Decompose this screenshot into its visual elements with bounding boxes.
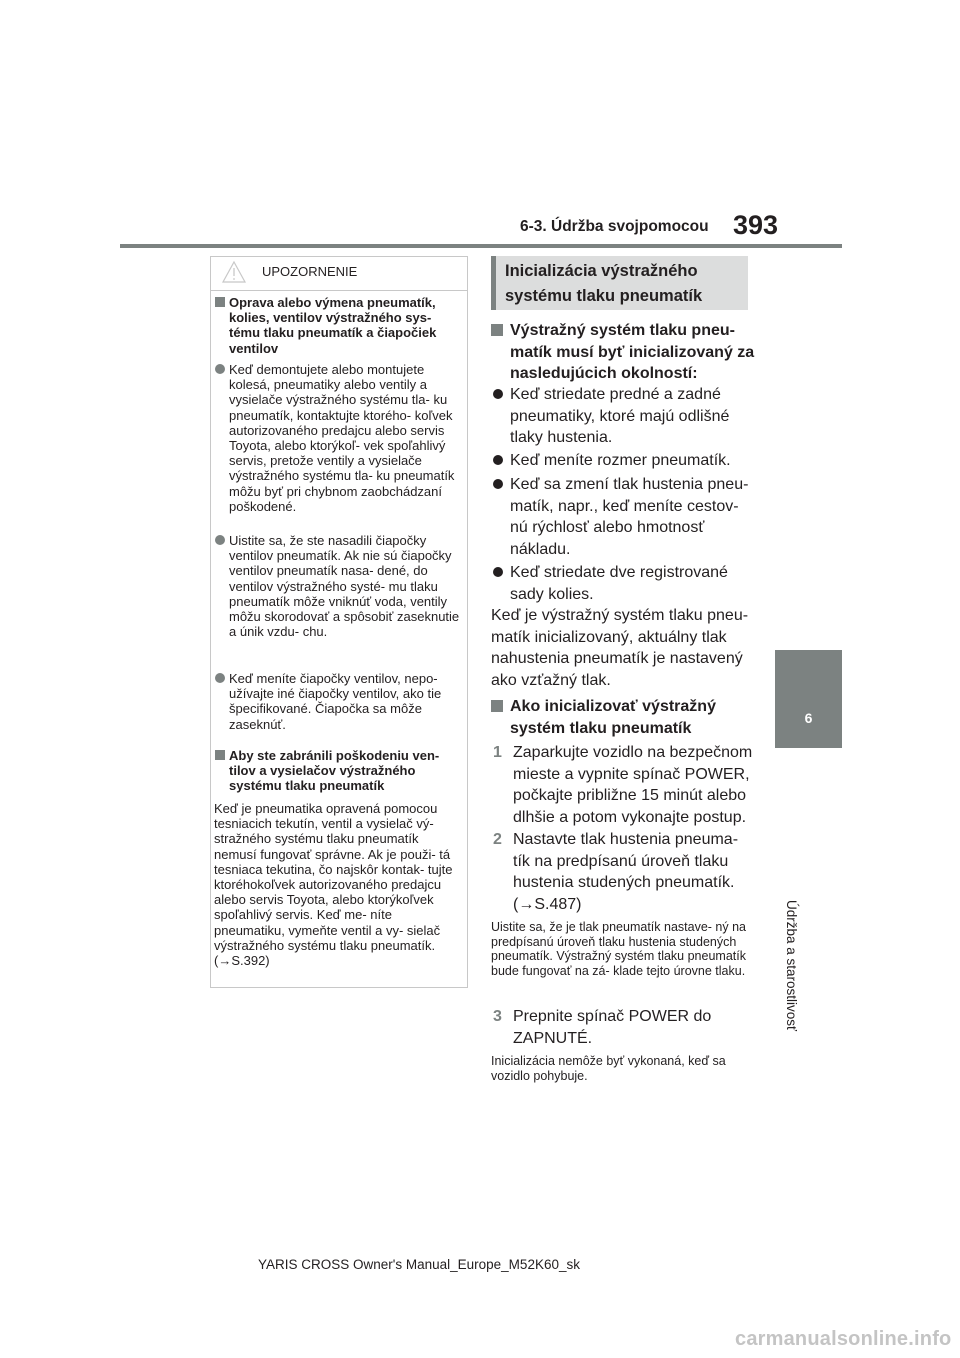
square-bullet-icon	[491, 324, 503, 336]
chapter-tab	[775, 650, 842, 748]
caution-heading-item: Oprava alebo výmena pneumatík, kolies, ventilov výstražného sys- tému tlaku pneumatík a čiapočiek ventilov	[214, 295, 464, 356]
step-item: 1 Zaparkujte vozidlo na bezpečnom mieste a vypnite spínač POWER, počkajte približne 15 minút alebo dlhšie a potom vykonajte postup.	[493, 744, 753, 826]
round-bullet-icon	[215, 673, 225, 683]
section-title: Inicializácia výstražného systému tlaku pneumatík	[505, 262, 703, 305]
watermark: carmanualsonline.info	[735, 1328, 952, 1350]
paragraph: Keď je výstražný systém tlaku pneu- matík inicializovaný, aktuálny tlak nahustenia pneumatík je nastavený ako vzťažný tlak.	[491, 607, 749, 689]
square-bullet-icon	[215, 750, 225, 760]
bullet-item: Keď sa zmení tlak hustenia pneu- matík, napr., keď meníte cestov- nú rýchlosť alebo hmotnosť nákladu.	[491, 474, 757, 560]
round-bullet-icon	[493, 567, 503, 577]
page-number: 393	[733, 210, 779, 240]
step-number: 1	[493, 744, 502, 761]
round-bullet-icon	[493, 455, 503, 465]
round-bullet-icon	[493, 389, 503, 399]
note-text: Inicializácia nemôže byť vykonaná, keď sa vozidlo pohybuje.	[491, 1054, 726, 1083]
round-bullet-icon	[215, 535, 225, 545]
square-bullet-icon	[491, 700, 503, 712]
bullet-item: Keď striedate dve registrované sady kolies.	[491, 562, 757, 605]
round-bullet-icon	[215, 364, 225, 374]
step-item: 3 Prepnite spínač POWER do ZAPNUTÉ.	[493, 1008, 712, 1047]
caution-bullet-item: Keď demontujete alebo montujete kolesá, pneumatiky alebo ventily a vysielače výstražného systému tla- ku pneumatík, kontaktujte ktorého- koľvek autorizovaného predajcu alebo servis Toyota, alebo ktorýkoľ- vek spoľahlivý servis, pretože ventily a vysielače výstražného systému tla- ku pneumatík môžu byť pri chybnom zaobchádzaní poškodené.	[214, 362, 464, 514]
bullet-item: Keď striedate predné a zadné pneumatiky, ktoré majú odlišné tlaky hustenia.	[491, 384, 757, 449]
caution-paragraph: Keď je pneumatika opravená pomocou tesniacich tekutín, ventil a vysielač vý- stražného systému tlaku pneumatík nemusí fungovať správne. Ak je použi- tá tesniaca tekutina, čo najskôr kontak- tujte ktoréhokoľvek autorizovaného predajcu alebo servis Toyota, alebo ktorýkoľvek spoľahlivý servis. Keď me- níte pneumatiku, vymeňte ventil a vy- sielač výstražného systému tlaku pneumatík. (→S.392)	[214, 801, 453, 969]
caution-heading-item: Aby ste zabránili poškodeniu ven- tilov a vysielačov výstražného systému tlaku pneumatík	[214, 748, 464, 794]
step-item: 2 Nastavte tlak hustenia pneuma- tík na predpísanú úroveň tlaku hustenia studených pneumatík. (→S.487)	[493, 831, 739, 913]
square-bullet-icon	[215, 297, 225, 307]
section-heading-item: Ako inicializovať výstražný systém tlaku pneumatík	[491, 696, 757, 739]
step-number: 2	[493, 831, 502, 848]
footer-text: YARIS CROSS Owner's Manual_Europe_M52K60_sk	[258, 1257, 580, 1272]
caution-title: UPOZORNENIE	[262, 264, 358, 279]
chapter-number: 6	[804, 710, 813, 726]
section-heading-item: Výstražný systém tlaku pneu- matík musí byť inicializovaný za nasledujúcich okolností:	[491, 320, 757, 385]
caution-bullet-item: Uistite sa, že ste nasadili čiapočky ventilov pneumatík. Ak nie sú čiapočky ventilov pneumatík nasa- dené, do ventilov výstražného systé- mu tlaku pneumatík môže vniknúť voda, ventily môžu skorodovať a spôsobiť zaseknutie a únik vzdu- chu.	[214, 533, 464, 639]
round-bullet-icon	[493, 479, 503, 489]
header-rule	[120, 244, 842, 248]
bullet-item: Keď meníte rozmer pneumatík.	[491, 450, 757, 472]
note-text: Uistite sa, že je tlak pneumatík nastave- ný na predpísanú úroveň tlaku hustenia studených pneumatík. Výstražný systém tlaku pneumatík bude fungovať na zá- klade tejto úrovne tlaku.	[491, 920, 746, 978]
step-number: 3	[493, 1008, 502, 1025]
chapter-title: Údržba a starostlivosť	[784, 900, 799, 1032]
section-header: 6-3. Údržba svojpomocou	[520, 218, 709, 235]
caution-bullet-item: Keď meníte čiapočky ventilov, nepo- užívajte iné čiapočky ventilov, ako tie špecifikované. Čiapočka sa môže zaseknúť.	[214, 671, 464, 732]
warning-triangle-icon	[221, 260, 247, 284]
